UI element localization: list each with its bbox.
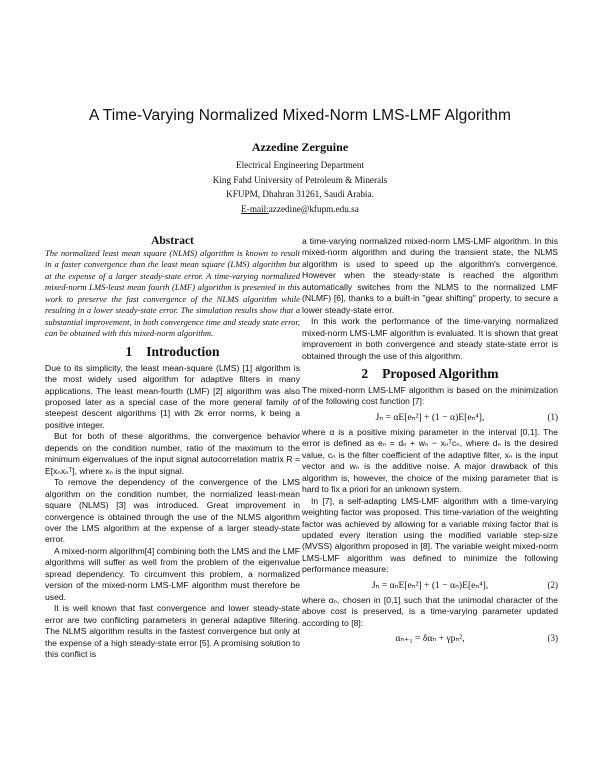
section-number: 2 — [361, 365, 369, 381]
section-title: Introduction — [146, 343, 220, 359]
author-name: Azzedine Zerguine — [251, 140, 349, 154]
affiliation-line: Electrical Engineering Department — [235, 160, 365, 170]
email-line — [0, 202, 600, 217]
email-label: E-mail: — [241, 203, 269, 214]
paragraph: a time-varying normalized mixed-norm LMS-LMF algorithm. In this mixed-norm algorithm and during the transient state, the NLMS algorithm is used to speed up the algorithm's convergence. However when the steady-state is reached the algorithm automatically switches from the NLMS to the normalized LMF (NLMF) [6], thanks to a built-in "gear shifting" property, to secure a lower steady-state error. — [302, 236, 558, 315]
section-heading-proposed-algorithm — [302, 366, 558, 382]
email-address[interactable]: azzedine@kfupm.edu.sa — [268, 203, 359, 214]
equation-number: (2) — [547, 579, 558, 590]
equation-1 — [302, 408, 558, 427]
paragraph: It is well known that fast convergence and lower steady-state error are two conflicting parameters in general adaptive filtering. The NLMS algorithm results in the fastest convergence but only at the expense of a high steady-state error [5]. A promising solution to this conflict is — [45, 603, 300, 659]
abstract-heading: Abstract — [151, 235, 194, 247]
right-column — [302, 236, 558, 648]
paragraph: In [7], a self-adapting LMS-LMF algorithm with a time-varying weighting factor was proposed. This time-variation of the weighting factor was achieved by allowing for a variable mixing factor that is updated every iteration using the modified variable step-size (MVSS) algorithm proposed in [8]. The variable weight mixed-norm LMS-LMF algorithm was defined to minimize the following performance measure: — [302, 495, 558, 575]
paragraph: where α is a positive mixing parameter in the interval [0,1]. The error is defined as eₙ = dₙ + wₙ − xₙᵀcₙ, where dₙ is the desired value, cₙ is the filter coefficient of the adaptive filter, xₙ is the input vector and wₙ is the additive noise. A major drawback of this algorithm is, however, the choice of the mixing parameter that is hard to fix a priori for an unknown system. — [302, 426, 558, 495]
section-title: Proposed Algorithm — [382, 365, 499, 381]
paragraph: The mixed-norm LMS-LMF algorithm is based on the minimization of the following cost function [7]: — [302, 384, 558, 407]
equation-number: (1) — [547, 411, 558, 422]
equation-2 — [302, 576, 558, 595]
equation-body: Jₙ = αE[eₙ²] + (1 − α)E[eₙ⁴], — [375, 411, 485, 423]
section-number: 1 — [125, 343, 133, 359]
paper-title: A Time-Varying Normalized Mixed-Norm LMS-LMF Algorithm — [89, 107, 511, 124]
equation-number: (3) — [547, 633, 558, 644]
affiliation-line: King Fahd University of Petroleum & Minerals — [212, 174, 388, 185]
affiliation-line: KFUPM, Dhahran 31261, Saudi Arabia. — [226, 189, 374, 200]
left-column — [45, 234, 300, 660]
paragraph: A mixed-norm algorithm[4] combining both the LMS and the LMF algorithms will suffer as well from the problem of the eigenvalue spread dependency. To circumvent this problem, a normalized version of the mixed-norm LMS-LMF algorithm must therefore be used. — [45, 545, 300, 602]
abstract-text: The normalized least mean square (NLMS) algorithm is known to result in a faster convergence than the least mean square (LMS) algorithm but at the expense of a larger steady-state error. A time-varying normalized mixed-norm LMS-least mean fourth (LMF) algorithm is presented in this work to preserve the fast convergence of the NLMS algorithm while resulting in a lower steady-state error. The simulation results show that a substantial improvement, in both convergence time and steady state error, can be obtained with this mixed-norm algorithm. — [45, 248, 300, 339]
paragraph: In this work the performance of the time-varying normalized mixed-norm LMS-LMF algorithm is evaluated. It is shown that great improvement in both convergence and steady state-state error is obtained through the use of this algorithm. — [302, 316, 558, 361]
paragraph: Due to its simplicity, the least mean-square (LMS) [1] algorithm is the most widely used algorithm for adaptive filters in many applications. The least mean-fourth (LMF) [2] algorithm was also proposed later as a special case of the more general family of steepest descent algorithms [1] with 2k error norms, k being a positive integer. — [45, 362, 300, 430]
equation-body: Jₙ = αₙE[eₙ²] + (1 − αₙ)E[eₙ⁴], — [371, 579, 489, 591]
author-block — [0, 138, 600, 216]
paragraph: To remove the dependency of the convergence of the LMS algorithm on the condition number, the normalized least-mean square (NLMS) [3] was introduced. Great improvement in convergence is obtained through the use of the NLMS algorithm over the LMS algorithm at the expense of a larger steady-state error. — [45, 477, 300, 545]
paragraph: But for both of these algorithms, the convergence behavior depends on the condition number, ratio of the maximum to the minimum eigenvalues of the input signal autocorrelation matrix R = E[xₙxₙᵀ], where xₙ is the input signal. — [45, 431, 300, 476]
equation-body: αₙ₊₁ = δαₙ + γpₙ², — [395, 633, 465, 645]
equation-3 — [302, 629, 558, 648]
paragraph: where αₙ, chosen in [0,1] such that the unimodal character of the above cost is preserved, is a time-varying parameter updated according to [8]: — [302, 594, 558, 628]
section-heading-introduction — [45, 344, 300, 360]
